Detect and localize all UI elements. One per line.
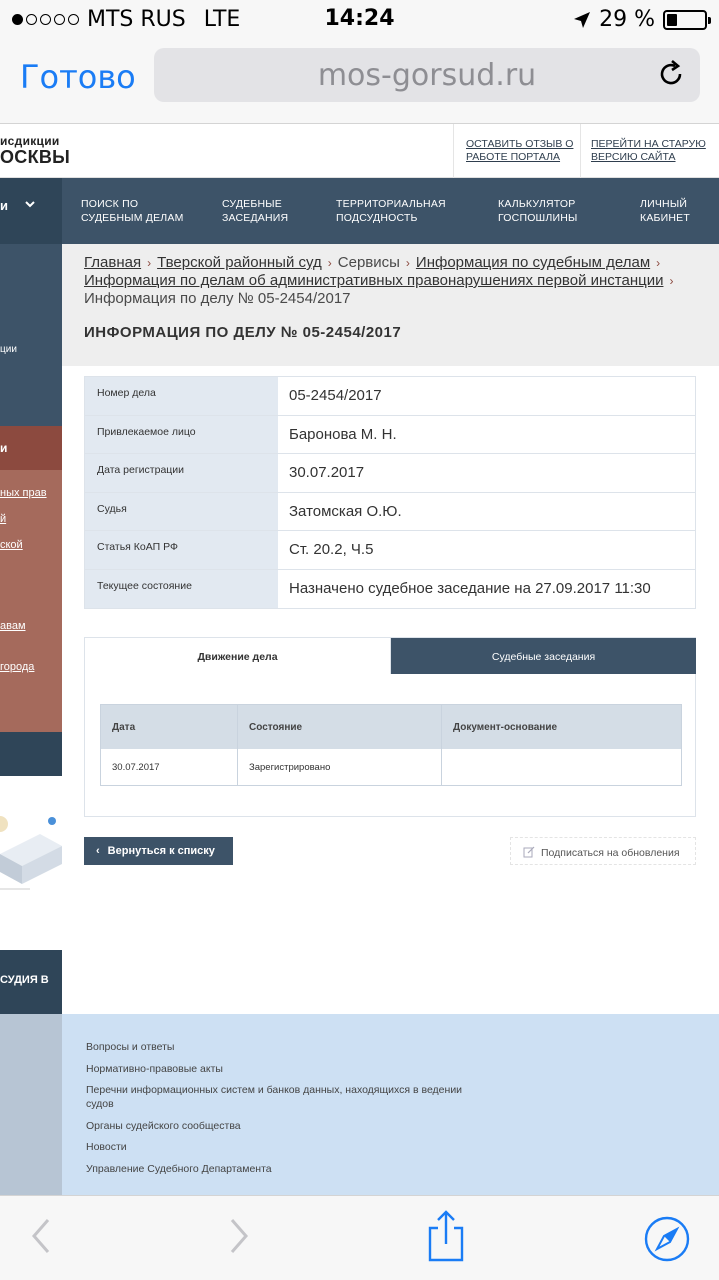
isometric-illustration-icon (0, 794, 62, 904)
case-info-table (84, 376, 696, 609)
case-info-value: 30.07.2017 (278, 454, 695, 492)
case-info-key: Дата регистрации (85, 454, 278, 492)
footer-link[interactable]: Вопросы и ответы (86, 1041, 175, 1053)
sidebar-links (0, 470, 62, 732)
chevron-right-icon: › (656, 256, 661, 270)
cell-date: 30.07.2017 (101, 749, 238, 785)
carrier-name: MTS RUS (87, 7, 186, 32)
breadcrumb-court[interactable]: Тверской районный суд (157, 254, 322, 271)
edit-icon (523, 846, 535, 858)
sidebar-banner[interactable] (0, 776, 62, 950)
feedback-link[interactable]: ОСТАВИТЬ ОТЗЫВ О РАБОТЕ ПОРТАЛА (466, 138, 574, 163)
location-arrow-icon (573, 11, 591, 29)
browser-url-bar (0, 40, 719, 124)
logo-text: ОСКВЫ (0, 147, 71, 167)
header-divider (453, 124, 454, 178)
sidebar-block (0, 950, 62, 1014)
subscribe-button[interactable] (510, 837, 696, 865)
nav-menu-label: и (0, 198, 8, 213)
table-header-row (101, 705, 681, 749)
main-nav (0, 178, 719, 244)
battery-percent: 29 % (599, 7, 655, 32)
breadcrumb-area (62, 244, 719, 366)
footer-link[interactable]: Новости (86, 1141, 127, 1153)
sidebar-section-title: и (0, 441, 8, 455)
case-info-value: Баронова М. Н. (278, 416, 695, 454)
table-row (85, 416, 695, 455)
compass-icon[interactable] (643, 1215, 691, 1263)
case-info-value: 05-2454/2017 (278, 377, 695, 415)
ios-status-bar (0, 0, 719, 40)
url-text: mos-gorsud.ru (317, 58, 537, 93)
case-info-value: Назначено судебное заседание на 27.09.2017 11:30 (278, 570, 695, 609)
footer-sidebar-strip (0, 1014, 62, 1195)
nav-menu-dropdown[interactable] (0, 178, 62, 244)
chevron-right-icon: › (669, 274, 674, 288)
case-movement-table (100, 704, 682, 786)
chevron-down-icon (24, 198, 36, 210)
sidebar-text: ции (0, 344, 17, 355)
table-row (85, 493, 695, 532)
back-to-list-label: Вернуться к списку (107, 845, 215, 857)
logo-line-2 (0, 147, 70, 168)
breadcrumb-case-info[interactable]: Информация по судебным делам (415, 254, 651, 271)
header-divider (580, 124, 581, 178)
cell-status: Зарегистрировано (238, 749, 442, 785)
clock: 14:24 (324, 6, 395, 31)
sidebar-link[interactable]: ской (0, 539, 23, 551)
nav-court-sessions[interactable]: СУДЕБНЫЕ ЗАСЕДАНИЯ (222, 198, 289, 224)
done-button[interactable]: Готово (20, 58, 136, 96)
nav-personal-account[interactable]: ЛИЧНЫЙ КАБИНЕТ (640, 198, 690, 224)
back-to-list-button[interactable] (84, 837, 233, 865)
case-info-key: Привлекаемое лицо (85, 416, 278, 454)
case-info-key: Статья КоАП РФ (85, 531, 278, 569)
logo-line-1: исдикции (0, 134, 60, 148)
tab-case-movement[interactable]: Движение дела (85, 638, 391, 674)
breadcrumb-home[interactable]: Главная (84, 254, 142, 271)
case-info-value: Затомская О.Ю. (278, 493, 695, 531)
footer-link[interactable]: Управление Судебного Департамента (86, 1163, 272, 1175)
subscribe-label: Подписаться на обновления (541, 847, 680, 859)
table-row (101, 749, 681, 785)
footer-link[interactable]: Нормативно-правовые акты (86, 1063, 223, 1075)
network-type: LTE (203, 7, 241, 32)
sidebar-block (0, 732, 62, 776)
left-sidebar (0, 244, 62, 1014)
chevron-right-icon: › (327, 256, 332, 270)
column-header-document: Документ-основание (453, 722, 558, 733)
table-row (85, 531, 695, 570)
table-row (85, 377, 695, 416)
nav-fee-calculator[interactable]: КАЛЬКУЛЯТОР ГОСПОШЛИНЫ (498, 198, 578, 224)
sidebar-block (0, 244, 62, 426)
case-info-key: Номер дела (85, 377, 278, 415)
case-tabs (84, 637, 696, 817)
forward-arrow-icon[interactable] (226, 1216, 252, 1256)
browser-toolbar (0, 1195, 719, 1280)
chevron-left-icon: ‹ (96, 845, 100, 857)
sidebar-link[interactable]: й (0, 513, 7, 525)
share-icon[interactable] (426, 1210, 466, 1262)
chevron-right-icon: › (147, 256, 152, 270)
footer-link[interactable]: Органы судейского сообщества (86, 1120, 241, 1132)
status-right (573, 7, 707, 32)
case-info-value: Ст. 20.2, Ч.5 (278, 531, 695, 569)
tab-court-sessions[interactable]: Судебные заседания (391, 638, 696, 674)
sidebar-link[interactable]: города (0, 661, 35, 673)
breadcrumb-current: Информация по делу № 05-2454/2017 (84, 290, 351, 307)
address-field[interactable] (154, 48, 700, 102)
column-header-date: Дата (101, 705, 238, 749)
nav-jurisdiction[interactable]: ТЕРРИТОРИАЛЬНАЯ ПОДСУДНОСТЬ (336, 198, 446, 224)
sidebar-bottom-title: СУДИЯ В (0, 974, 49, 986)
table-row (85, 454, 695, 493)
table-row (85, 570, 695, 609)
column-header-status: Состояние (238, 705, 442, 749)
battery-icon (663, 10, 707, 30)
old-version-link[interactable]: ПЕРЕЙТИ НА СТАРУЮ ВЕРСИЮ САЙТА (591, 138, 706, 163)
chevron-right-icon: › (405, 256, 410, 270)
case-info-key: Судья (85, 493, 278, 531)
breadcrumb-services: Сервисы (337, 254, 400, 271)
page-title: ИНФОРМАЦИЯ ПО ДЕЛУ № 05-2454/2017 (84, 324, 402, 341)
case-info-key: Текущее состояние (85, 570, 278, 609)
sidebar-link[interactable]: ных прав (0, 487, 47, 499)
reload-icon[interactable] (656, 59, 686, 89)
footer-link[interactable]: Перечни информационных систем и банков данных, находящихся в ведении судов (86, 1084, 463, 1110)
cell-document (442, 749, 681, 785)
main-content (62, 244, 719, 1014)
breadcrumb-admin-cases[interactable]: Информация по делам об административных правонарушениях первой инстанции (84, 272, 664, 289)
back-arrow-icon[interactable] (28, 1216, 54, 1256)
site-footer (0, 1014, 719, 1195)
sidebar-section-header (0, 426, 62, 470)
sidebar-link[interactable]: авам (0, 620, 26, 632)
nav-case-search[interactable]: ПОИСК ПО СУДЕБНЫМ ДЕЛАМ (81, 198, 184, 224)
site-header (0, 124, 719, 178)
breadcrumb (84, 254, 704, 308)
